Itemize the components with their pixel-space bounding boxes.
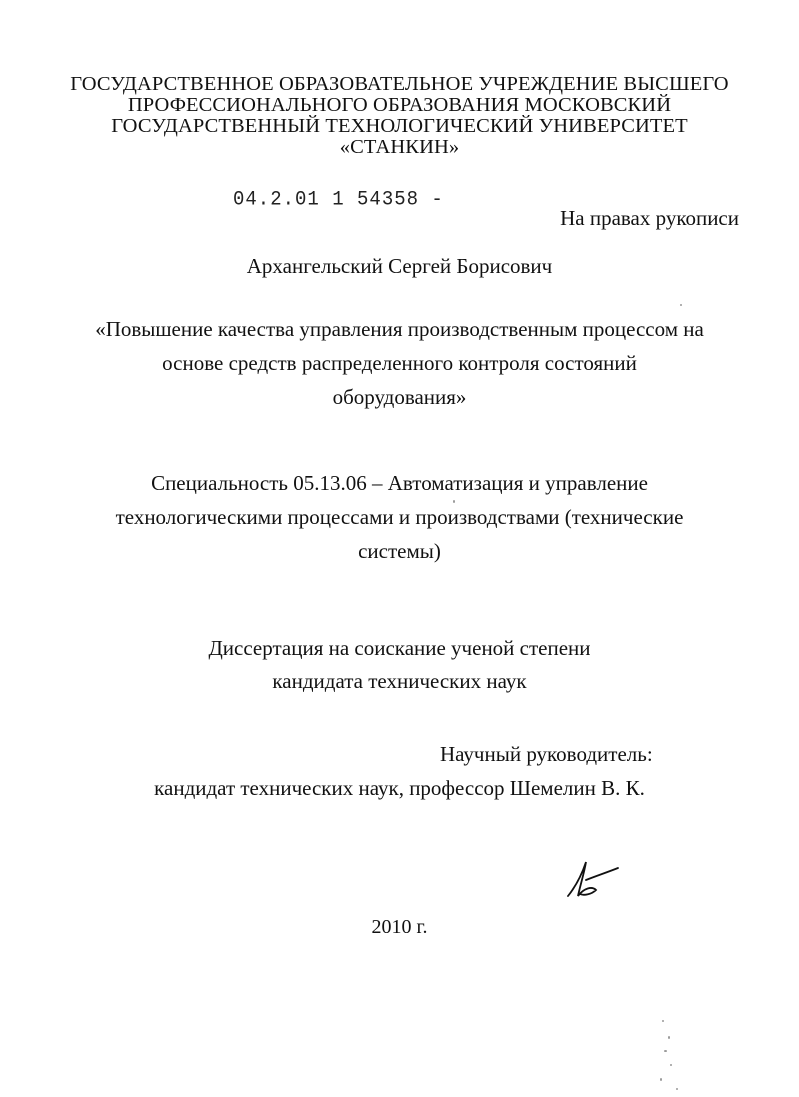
title-line-3: оборудования» [332,385,467,409]
title-line-2: основе средств распределенного контроля состояний [162,351,637,375]
scan-speck [670,1064,672,1066]
degree-line-1: Диссертация на соискание ученой степени [208,636,591,660]
degree-line-2: кандидата технических наук [272,669,527,693]
institution-line-1: ГОСУДАРСТВЕННОЕ ОБРАЗОВАТЕЛЬНОЕ УЧРЕЖДЕНИЕ ВЫСШЕГО [70,73,729,95]
institution-line-2: ПРОФЕССИОНАЛЬНОГО ОБРАЗОВАНИЯ МОСКОВСКИЙ [127,94,672,116]
specialty-line-1: Специальность 05.13.06 – Автоматизация и управление [151,471,648,495]
specialty-block [0,466,799,568]
scan-speck [662,1020,664,1022]
catalog-stamp: 04.2.01 1 54358 - [233,187,444,211]
title-line-1: «Повышение качества управления производственным процессом на [95,317,704,341]
scan-speck [660,1078,662,1081]
institution-header [0,74,799,158]
institution-line-4: «СТАНКИН» [339,136,460,158]
degree-block [0,632,799,698]
author-name: Архангельский Сергей Борисович [246,254,553,278]
supervisor-name: кандидат технических наук, профессор Шемелин В. К. [154,776,645,800]
signature-mark [562,856,622,900]
supervisor-label: Научный руководитель: [440,742,653,766]
scan-speck [664,1050,667,1052]
specialty-line-3: системы) [358,539,441,563]
scan-speck [676,1088,678,1090]
scan-speck [453,500,455,503]
institution-line-3: ГОСУДАРСТВЕННЫЙ ТЕХНОЛОГИЧЕСКИЙ УНИВЕРСИТЕТ [111,115,688,137]
dissertation-title [0,312,799,414]
rights-note: На правах рукописи [560,206,739,230]
scan-speck [680,304,682,306]
year: 2010 г. [371,916,428,938]
scan-speck [668,1036,670,1039]
specialty-line-2: технологическими процессами и производствами (технические [115,505,684,529]
